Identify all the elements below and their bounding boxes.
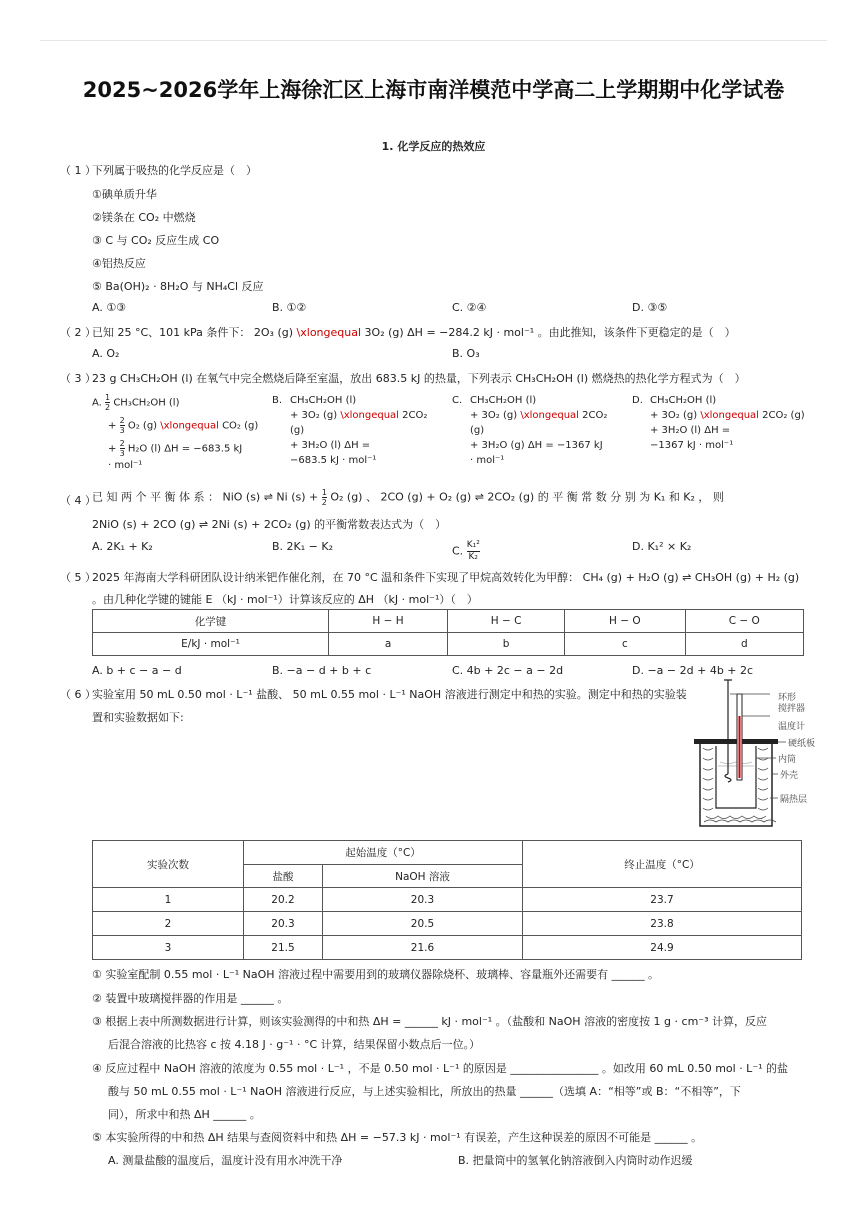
table-cell: 3 (93, 936, 244, 960)
q6-sub-3b: 后混合溶液的比热容 c 按 4.18 J · g⁻¹ · °C 计算，结果保留小数点后一位。） (108, 1038, 481, 1051)
q6-sub-1: ① 实验室配制 0.55 mol · L⁻¹ NaOH 溶液过程中需要用到的玻璃仪器除烧杯、玻璃棒、容量瓶外还需要有 ______ 。 (92, 968, 660, 981)
table-cell: 24.9 (523, 936, 802, 960)
q1-number: （ 1 ） (60, 164, 96, 177)
denominator: 3 (119, 426, 125, 435)
fraction (105, 393, 110, 412)
diagram-label: 搅拌器 (778, 704, 806, 714)
q3-option-d (632, 393, 807, 453)
table-row (93, 633, 804, 656)
diagram-label: 内筒 (778, 755, 797, 765)
q2-number: （ 2 ） (60, 326, 96, 339)
experiment-data-table (92, 840, 802, 960)
header-rule (40, 40, 827, 41)
option-label: A. (92, 397, 102, 409)
calorimeter-diagram (690, 676, 825, 834)
fraction (120, 439, 125, 458)
xlongequal-text: \xlongequal (296, 326, 362, 339)
q6-sub-3a: ③ 根据上表中所测数据进行计算，则该实验测得的中和热 ΔH = ______ kJ · mol⁻¹ 。（盐酸和 NaOH 溶液的密度按 1 g · cm⁻³ 计算，反应 (92, 1015, 768, 1028)
diagram-label: 隔热层 (780, 795, 808, 805)
q2-stem-pre: 已知 25 °C、101 kPa 条件下： 2O₃ (g) (92, 326, 294, 339)
q2-stem (92, 324, 736, 340)
equation-line: 2CO₂ (g) (290, 410, 428, 436)
diagram-label: 外壳 (780, 771, 799, 781)
q1-item: ①碘单质升华 (92, 188, 157, 201)
q6-number: （ 6 ） (60, 688, 96, 701)
table-row (93, 912, 802, 936)
q4-option-a: A. 2K₁ + K₂ (92, 540, 153, 553)
table-cell: 20.2 (244, 888, 323, 912)
table-header-cell: 化学键 (93, 610, 329, 633)
q1-option-a: A. ①③ (92, 301, 127, 314)
q6-sub-2: ② 装置中玻璃搅拌器的作用是 ______ 。 (92, 992, 289, 1005)
equation-line: + 3H₂O (l) ΔH = (650, 425, 731, 436)
option-label: D. (632, 395, 643, 406)
q5-number: （ 5 ） (60, 571, 96, 584)
table-header-row (93, 610, 804, 633)
numerator: 1 (321, 488, 327, 497)
fraction (467, 540, 480, 563)
q2-stem-post: 3O₂ (g) ΔH = −284.2 kJ · mol⁻¹ 。由此推知，该条件下更稳定的是（ ） (364, 326, 736, 339)
q6-sub-4b: 酸与 50 mL 0.55 mol · L⁻¹ NaOH 溶液进行反应，与上述实验相比，所放出的热量 ______（选填 A：“相等”或 B：“不相等”，下 (108, 1085, 741, 1098)
q3-option-b (272, 393, 442, 468)
q6-line1: 实验室用 50 mL 0.50 mol · L⁻¹ 盐酸、 50 mL 0.55 mol · L⁻¹ NaOH 溶液进行测定中和热的实验。测定中和热的实验装 (92, 688, 687, 701)
diagram-label: 硬纸板 (788, 739, 816, 749)
plus: + (108, 420, 117, 432)
table-cell: 2 (93, 912, 244, 936)
q4-option-b: B. 2K₁ − K₂ (272, 540, 333, 553)
q4-option-d: D. K₁² × K₂ (632, 540, 692, 553)
equation-line: 2CO₂ (g) (470, 410, 608, 436)
equation-line: −1367 kJ · mol⁻¹ (650, 440, 734, 451)
equation-line: CH₃CH₂OH (l) (650, 395, 717, 406)
q3-stem: 23 g CH₃CH₂OH (l) 在氧气中完全燃烧后降至室温，放出 683.5 kJ 的热量，下列表示 CH₃CH₂OH (l) 燃烧热的热化学方程式为（ ） (92, 372, 746, 385)
numerator: 2 (119, 416, 125, 425)
q6-sub-4c: 同），所求中和热 ΔH ______ 。 (108, 1108, 261, 1121)
q1-item: ⑤ Ba(OH)₂ · 8H₂O 与 NH₄Cl 反应 (92, 280, 264, 293)
equation-line: CH₃CH₂OH (l) (113, 397, 180, 409)
table-header-cell: 起始温度（°C） (244, 841, 523, 865)
q1-stem: 下列属于吸热的化学反应是（ ） (92, 164, 257, 177)
table-cell: d (685, 633, 803, 656)
table-header-cell: H − O (565, 610, 685, 633)
equation-line: H₂O (l) ΔH = −683.5 kJ (127, 443, 243, 455)
equation-line: CO₂ (g) (222, 420, 259, 432)
q5-option-a: A. b + c − a − d (92, 664, 182, 677)
option-label: C. (452, 544, 464, 558)
table-row (93, 888, 802, 912)
q6-option-a: A. 测量盐酸的温度后，温度计没有用水冲洗干净 (108, 1154, 343, 1167)
q4-line1 (92, 488, 724, 507)
equation-line: 2CO₂ (g) (762, 410, 805, 421)
q1-item: ④铝热反应 (92, 257, 146, 270)
table-cell: 1 (93, 888, 244, 912)
q5-option-d: D. −a − 2d + 4b + 2c (632, 664, 754, 677)
equation-line: + 3H₂O (l) ΔH = (290, 440, 371, 451)
table-cell: 20.5 (323, 912, 523, 936)
xlongequal-text: \xlongequal (700, 410, 759, 421)
table-cell: c (565, 633, 685, 656)
q2-option-b: B. O₃ (452, 347, 480, 360)
equation-line: + 3O₂ (g) (650, 410, 698, 421)
q1-item: ②镁条在 CO₂ 中燃烧 (92, 211, 196, 224)
q6-option-b: B. 把量筒中的氢氧化钠溶液倒入内筒时动作迟缓 (458, 1154, 693, 1167)
q1-item: ③ C 与 CO₂ 反应生成 CO (92, 234, 220, 247)
q2-option-a: A. O₂ (92, 347, 120, 360)
q4-line2: 2NiO (s) + 2CO (g) ⇌ 2Ni (s) + 2CO₂ (g) 的平衡常数表达式为（ ） (92, 518, 447, 531)
q5-option-c: C. 4b + 2c − a − 2d (452, 664, 564, 677)
q6-line2: 置和实验数据如下: (92, 711, 184, 724)
fraction (322, 488, 327, 507)
table-cell: a (329, 633, 448, 656)
table-header-row (93, 841, 802, 865)
q5-option-b: B. −a − d + b + c (272, 664, 372, 677)
table-header-cell: 实验次数 (93, 841, 244, 888)
denominator: 3 (119, 449, 125, 458)
q5-line2: 。由几种化学键的键能 E （kJ · mol⁻¹）计算该反应的 ΔH （kJ · mol⁻¹）（ ） (92, 593, 478, 606)
denominator: 2 (105, 403, 111, 412)
numerator: 2 (119, 439, 125, 448)
option-label: C. (452, 395, 463, 406)
q6-sub-4a: ④ 反应过程中 NaOH 溶液的浓度为 0.55 mol · L⁻¹ ，不是 0.50 mol · L⁻¹ 的原因是 ________________ 。如改用 60 mL 0.50 mol · L⁻¹ 的盐 (92, 1062, 789, 1075)
table-cell: b (448, 633, 565, 656)
equation-line: + 3O₂ (g) (290, 410, 338, 421)
q3-option-a (92, 393, 262, 473)
option-label: B. (272, 395, 283, 406)
calorimeter-illustration (690, 676, 825, 834)
xlongequal-text: \xlongequal (520, 410, 579, 421)
q4-number: （ 4 ） (60, 494, 96, 507)
diagram-label: 环形 (778, 693, 797, 703)
equation-line: + 3O₂ (g) (470, 410, 518, 421)
q4-text: 已 知 两 个 平 衡 体 系 ： NiO (s) ⇌ Ni (s) + (92, 490, 319, 504)
q3-option-c (452, 393, 622, 468)
q4-option-c (452, 540, 480, 563)
equation-line: · mol⁻¹ (470, 455, 505, 466)
q4-text: O₂ (g) 、 2CO (g) + O₂ (g) ⇌ 2CO₂ (g) 的 平 衡 常 数 分 别 为 K₁ 和 K₂ ， 则 (330, 490, 724, 504)
equation-line: −683.5 kJ · mol⁻¹ (290, 455, 377, 466)
fraction (120, 416, 125, 435)
equation-line: O₂ (g) (127, 420, 158, 432)
denominator: K₂ (468, 552, 478, 562)
table-cell: 20.3 (323, 888, 523, 912)
q6-sub-5: ⑤ 本实验所得的中和热 ΔH 结果与查阅资料中和热 ΔH = −57.3 kJ · mol⁻¹ 有误差，产生这种误差的原因不可能是 ______ 。 (92, 1131, 703, 1144)
table-header-cell: H − C (448, 610, 565, 633)
table-header-cell: 终止温度（°C） (523, 841, 802, 888)
q1-option-b: B. ①② (272, 301, 307, 314)
table-header-cell: NaOH 溶液 (323, 865, 523, 888)
table-cell: 21.5 (244, 936, 323, 960)
q3-number: （ 3 ） (60, 372, 96, 385)
q1-option-c: C. ②④ (452, 301, 487, 314)
equation-line: · mol⁻¹ (108, 460, 143, 471)
table-header-cell: C − O (685, 610, 803, 633)
equation-line: CH₃CH₂OH (l) (470, 395, 537, 406)
xlongequal-text: \xlongequal (160, 420, 219, 432)
page-title: 2025~2026学年上海徐汇区上海市南洋模范中学高二上学期期中化学试卷 (82, 78, 785, 102)
table-cell: 20.3 (244, 912, 323, 936)
table-cell: 23.8 (523, 912, 802, 936)
table-row (93, 936, 802, 960)
denominator: 2 (321, 498, 327, 507)
table-cell: 21.6 (323, 936, 523, 960)
numerator: K₁² (466, 540, 480, 550)
xlongequal-text: \xlongequal (340, 410, 399, 421)
bond-energy-table (92, 609, 804, 656)
numerator: 1 (105, 393, 111, 402)
equation-line: CH₃CH₂OH (l) (290, 395, 357, 406)
section-title: 1. 化学反应的热效应 (381, 140, 486, 153)
table-cell: E/kJ · mol⁻¹ (93, 633, 329, 656)
table-header-cell: 盐酸 (244, 865, 323, 888)
table-cell: 23.7 (523, 888, 802, 912)
q1-option-d: D. ③⑤ (632, 301, 668, 314)
equation-line: + 3H₂O (g) ΔH = −1367 kJ (470, 440, 603, 451)
q5-line1: 2025 年海南大学科研团队设计纳米钯作催化剂，在 70 °C 温和条件下实现了甲烷高效转化为甲醇： CH₄ (g) + H₂O (g) ⇌ CH₃OH (g) + H₂ (g) (92, 571, 800, 584)
plus: + (108, 443, 117, 455)
diagram-label: 温度计 (778, 722, 806, 732)
table-header-cell: H − H (329, 610, 448, 633)
